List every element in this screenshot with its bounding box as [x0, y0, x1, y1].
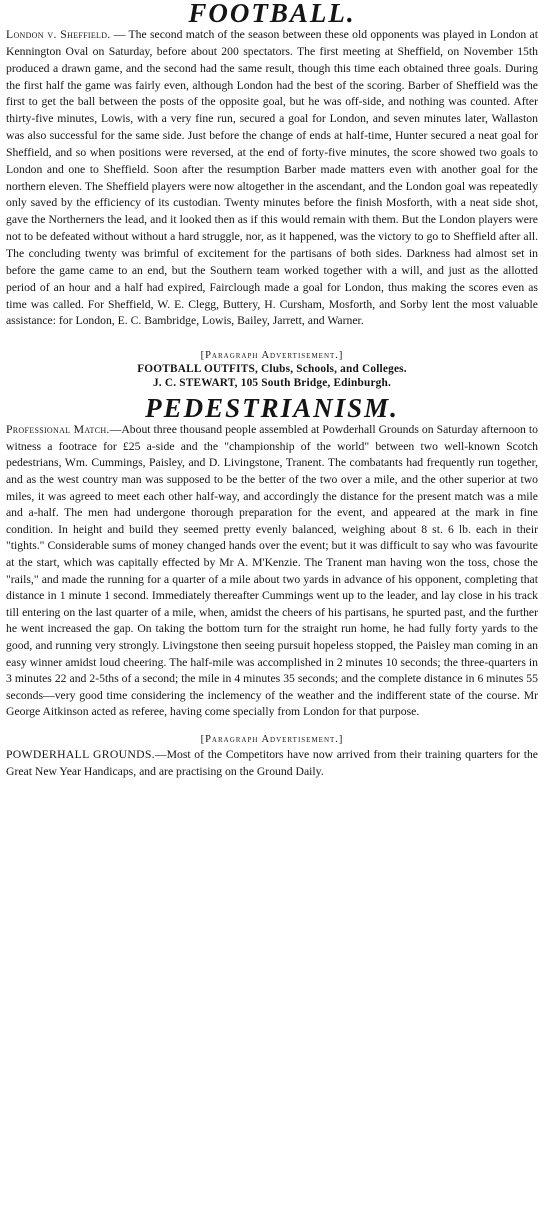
pedestrianism-text: —About three thousand people assembled at Powderhall Grounds on Saturday afternoon to witness a footrace for £25 a-side and the "championship of the world" between two well-known Scotch pedestrians, Wm. Cummings, Paisley, and D. Livingstone, Tranent. The combatants had frequently run together, and as the west country man was supposed to be the better of the two over a mile, and the other superior at two miles, it was agreed to meet each other half-way, and accordingly the distance for the present match was a mile and a-half. The men had undergone thorough preparation for the event, and appeared at the mark in fine condition. In height and build they seemed pretty evenly balanced, weighing about 8 st. 6 lb. each in their "tights." Considerable sums of money changed hands over the event; but it was difficult to say who was favourite at the start, which was capitally effected by Mr A. M'Kenzie. The Tranent man having won the toss, chose the "rails," and made the running for a quarter of a mile about two yards in advance of his opponent, completing that distance in 1 minute 1 second. Immediately thereafter Cummings went up to the leader, and lay close in his track till entering on the last quarter of a mile, when, amidst the cheers of his partisans, he spurted past, and the further he went increased the gap. On taking the bottom turn for the straight run home, he had fully forty yards to the good, and running very strongly. Livingstone then seeing pursuit hopeless stopped, the Paisley man coming in an easy winner amidst loud cheering. The half-mile was accomplished in 2 minutes 10 seconds; the three-quarters in 3 minutes 22 and 2-5ths of a second; the mile in 4 minutes 35 seconds; and the complete distance in 6 minutes 55 seconds—very good time considering the inclemency of the weather and the indifferent state of the course. Mr George Aitkinson acted as referee, having come specially from London for that purpose. — [6, 423, 538, 719]
advert2-body — [6, 746, 538, 780]
advert2-lead: POWDERHALL GROUNDS. — [6, 747, 155, 761]
advert2-label: [Paragraph Advertisement.] — [200, 733, 344, 745]
pedestrianism-article — [6, 422, 538, 721]
football-article — [6, 27, 538, 330]
football-lead: London v. Sheffield. — [6, 28, 111, 41]
advert1-line1: FOOTBALL OUTFITS, Clubs, Schools, and Colleges. — [137, 363, 407, 376]
football-text: — The second match of the season between these old opponents was played in London at Kennington Oval on Saturday, before about 200 spectators. The first meeting at Sheffield, on November 15th produced a drawn game, and the second had the same result, though this time each obtained three goals. During the first half the game was fairly even, although London had the best of the scoring. Barber of Sheffield was the first to get the ball between the posts of the opposite goal, but he was off-side, and nothing was counted. After thirty-five minutes, Lowis, with a very fine run, secured a goal for London, and seven minutes later, Wallaston was also successful for the same side. Just before the change of ends at half-time, Hunter secured a neat goal for Sheffield, and so when positions were reversed, at the end of forty-five minutes, the score showed two goals to London and one to Sheffield. Soon after the resumption Barber made matters even with another goal for the northern eleven. The Sheffield players were now altogether in the ascendant, and the London goal was repeatedly only saved by the efficiency of its custodian. Twenty minutes before the finish Mosforth, with a neat side shot, gave the Northerners the lead, and it looked then as if this would remain with them. But the London players were not to be defeated without without a hard struggle, nor, as it happened, was the victory to go to Sheffield after all. The concluding twenty was brimful of excitement for the partisans of both sides. Darkness had almost set in before the game came to an end, but the Southern team worked together with a will, and just as the allotted period of an hour and a half had expired, Fairclough made a goal for London, thus making the scores even as time was called. For Sheffield, W. E. Clegg, Buttery, H. Cursham, Mosforth, and Sorby lent the most valuable assistance: for London, E. C. Bambridge, Lowis, Bailey, Jarrett, and Warner. — [6, 28, 538, 328]
football-heading: FOOTBALL. — [188, 0, 356, 28]
advert1-line2: J. C. STEWART, 105 South Bridge, Edinburgh. — [152, 377, 392, 390]
advert1-label: [Paragraph Advertisement.] — [200, 350, 344, 362]
advert2-text: —Most of the Competitors have now arrived from their training quarters for the Great New Year Handicaps, and are practising on the Ground Daily. — [6, 747, 538, 778]
pedestrianism-heading: PEDESTRIANISM. — [145, 393, 399, 424]
pedestrianism-lead: Professional Match. — [6, 423, 110, 437]
